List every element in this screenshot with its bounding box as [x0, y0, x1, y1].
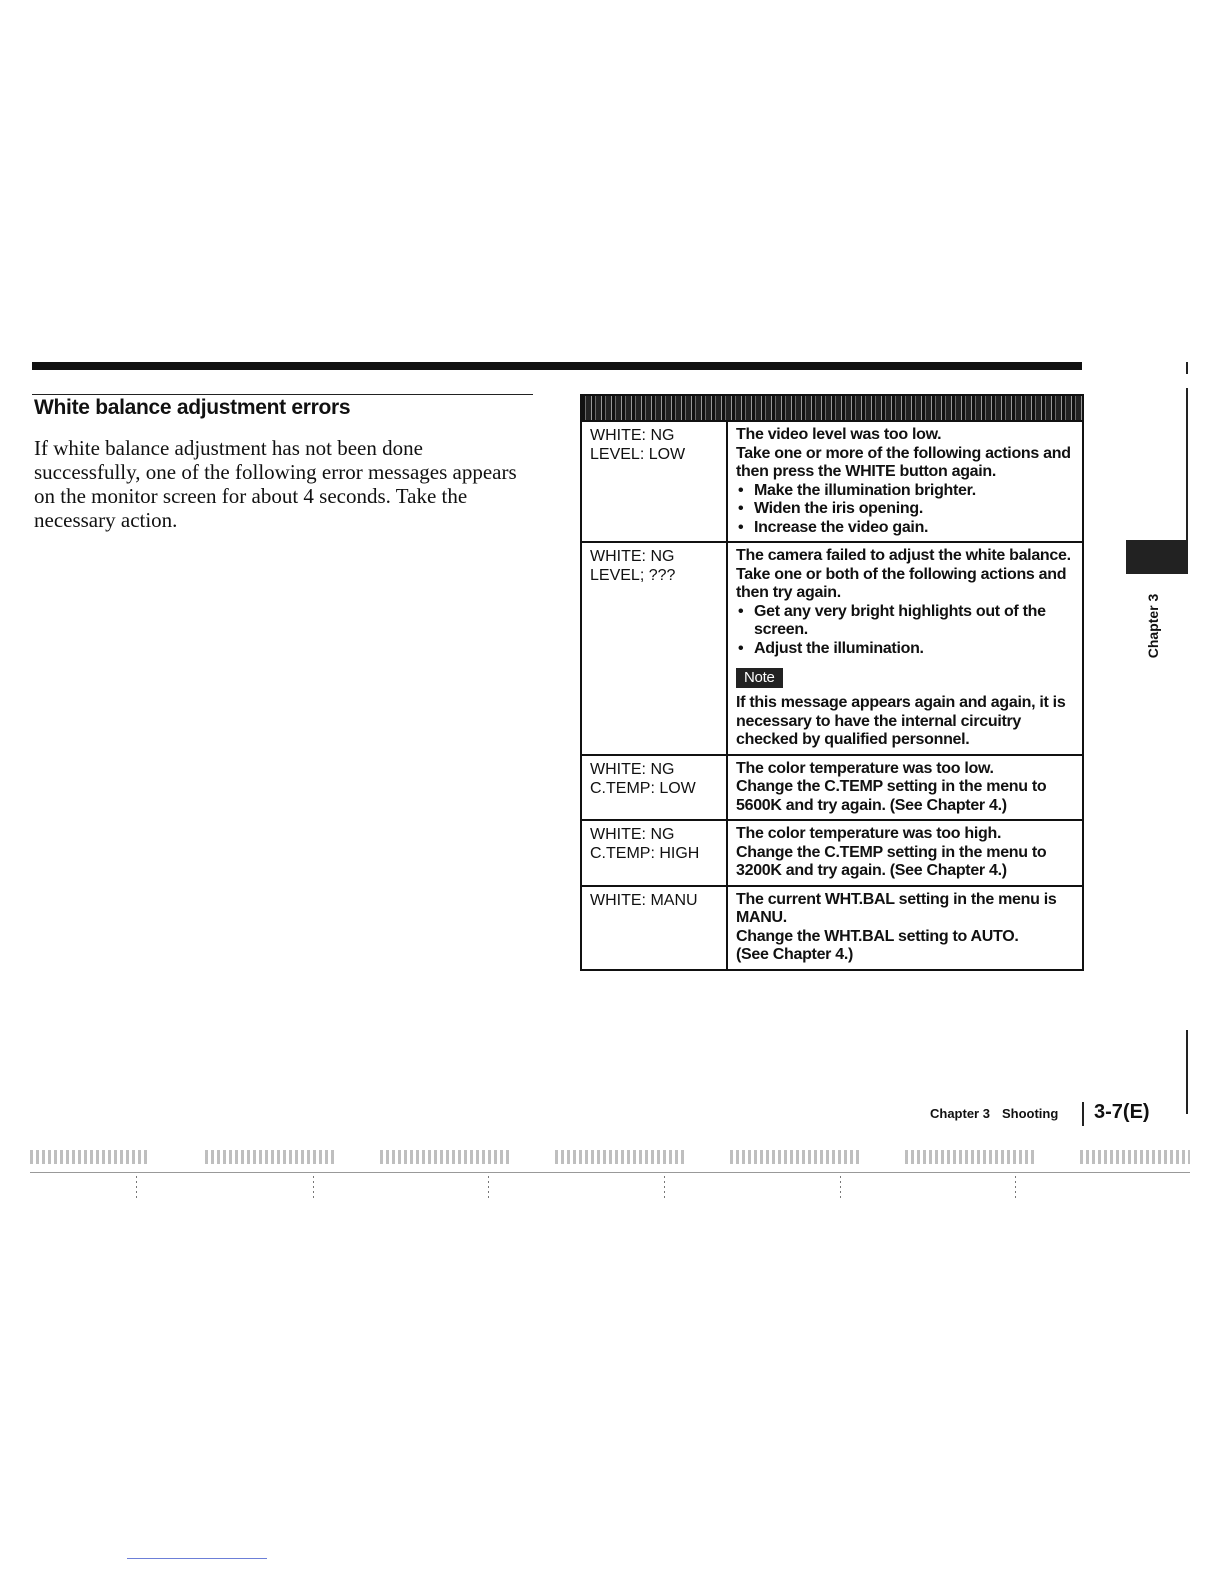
crop-baseline [30, 1172, 1190, 1173]
error-message-cell [581, 542, 727, 755]
crop-mark [313, 1176, 314, 1200]
crop-mark [840, 1176, 841, 1200]
action-cell [727, 421, 1083, 542]
chapter-tab-marker [1126, 540, 1188, 574]
error-message-line: WHITE: NG [590, 427, 675, 444]
page-number: 3-7(E) [1094, 1101, 1150, 1123]
action-text: The camera failed to adjust the white balance. [736, 547, 1071, 564]
error-message-cell [581, 755, 727, 821]
note-text: If this message appears again and again, it is necessary to have the internal circuitry checked by qualified personnel. [736, 694, 1066, 748]
action-text: (See Chapter 4.) [736, 946, 854, 963]
table-header-bar [581, 395, 1083, 421]
top-rule [32, 362, 1082, 370]
intro-paragraph: If white balance adjustment has not been done successfully, one of the following error messages appears on the monitor screen for about 4 seconds. Take the necessary action. [34, 436, 517, 532]
crop-mark [205, 1150, 335, 1164]
footer-chapter: Chapter 3 [930, 1106, 990, 1121]
footer-margin-line [1186, 1030, 1188, 1114]
action-list [736, 603, 1074, 659]
action-text: Change the C.TEMP setting in the menu to 5600K and try again. (See Chapter 4.) [736, 778, 1047, 814]
list-item: • Adjust the illumination. [736, 640, 1074, 659]
table-row [581, 820, 1083, 886]
error-message-table [580, 394, 1084, 971]
action-list [736, 482, 1074, 538]
error-message-line: LEVEL: LOW [590, 446, 686, 463]
error-message-line: WHITE: NG [590, 760, 675, 778]
action-cell [727, 886, 1083, 970]
crop-mark [555, 1150, 685, 1164]
crop-mark [30, 1150, 150, 1164]
action-text: The current WHT.BAL setting in the menu is MANU. [736, 890, 1057, 926]
error-message-line: C.TEMP: HIGH [590, 845, 700, 862]
crop-mark [380, 1150, 510, 1164]
table-row [581, 886, 1083, 970]
error-message-line: WHITE: NG [590, 826, 675, 843]
crop-mark [136, 1176, 137, 1200]
table-row [581, 542, 1083, 755]
crop-marks-strip [30, 1150, 1190, 1202]
note-badge: Note [736, 668, 783, 688]
side-chapter-label: Chapter 3 [1145, 593, 1161, 659]
error-message-cell [581, 820, 727, 886]
footer-separator [1082, 1102, 1084, 1126]
section-rule [32, 394, 533, 395]
list-item: • Make the illumination brighter. [736, 482, 1074, 501]
margin-tick [1186, 362, 1188, 374]
crop-mark [730, 1150, 860, 1164]
crop-mark [1080, 1150, 1190, 1164]
error-message-line: WHITE: MANU [590, 891, 698, 909]
footer-section: Shooting [1001, 1106, 1059, 1121]
crop-mark [488, 1176, 489, 1200]
table-row [581, 421, 1083, 542]
error-message-cell [581, 421, 727, 542]
table-row [581, 755, 1083, 821]
action-text: The color temperature was too high. [736, 825, 1002, 842]
action-text: Take one or both of the following actions and then try again. [736, 565, 1067, 601]
list-item: • Widen the iris opening. [736, 500, 1074, 519]
section-title: White balance adjustment errors [34, 396, 351, 419]
list-item: • Get any very bright highlights out of the screen. [736, 603, 1074, 640]
footer-chapter-label [930, 1106, 1058, 1121]
action-cell [727, 820, 1083, 886]
error-message-line: WHITE: NG [590, 548, 675, 565]
error-message-line: LEVEL; ??? [590, 567, 676, 584]
crop-mark [1015, 1176, 1016, 1200]
action-text: Change the C.TEMP setting in the menu to 3200K and try again. (See Chapter 4.) [736, 843, 1047, 879]
action-text: The video level was too low. [736, 426, 942, 443]
crop-mark [905, 1150, 1035, 1164]
error-message-cell [581, 886, 727, 970]
bottom-rule [127, 1558, 267, 1559]
error-message-line: C.TEMP: LOW [590, 779, 696, 797]
action-text: Change the WHT.BAL setting to AUTO. [736, 927, 1019, 945]
action-text: The color temperature was too low. [736, 759, 994, 777]
list-item: • Increase the video gain. [736, 519, 1074, 538]
action-text: Take one or more of the following actions and then press the WHITE button again. [736, 444, 1071, 480]
action-cell [727, 542, 1083, 755]
crop-mark [664, 1176, 665, 1200]
action-cell [727, 755, 1083, 821]
